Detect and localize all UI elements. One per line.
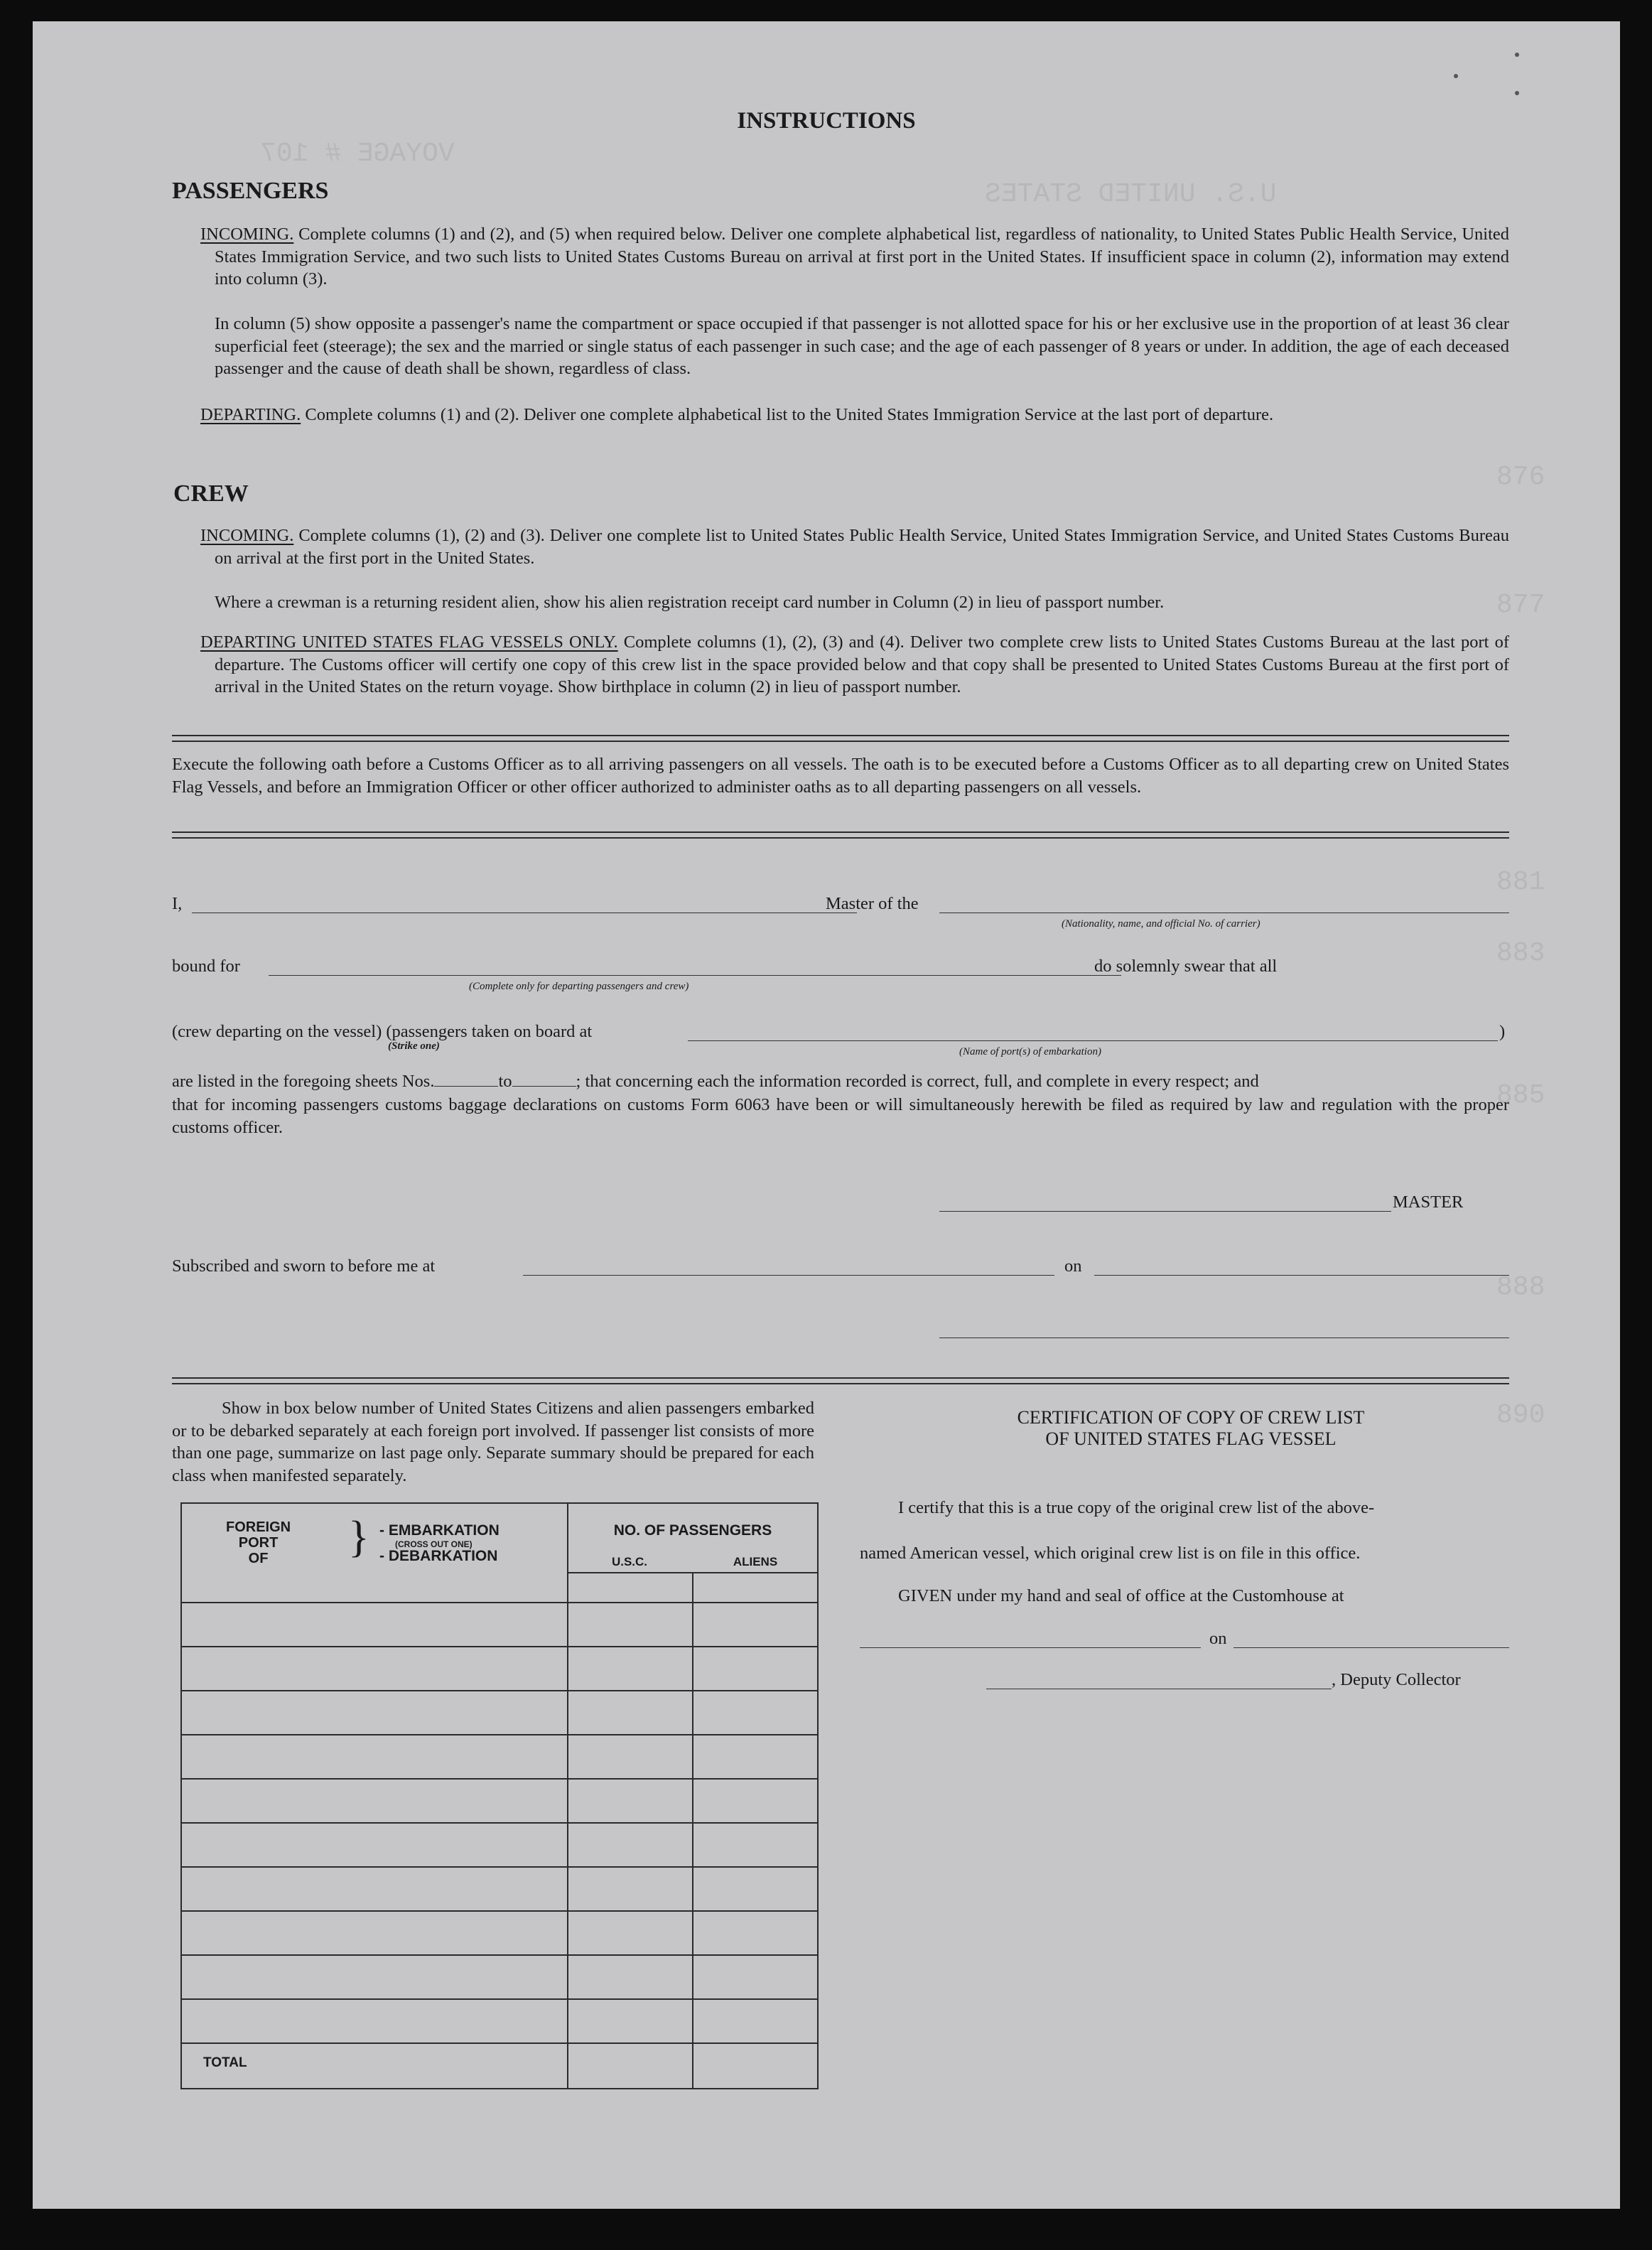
col-no-passengers-header: NO. OF PASSENGERS bbox=[613, 1522, 772, 1539]
passengers-departing-text: Complete columns (1) and (2). Deliver one complete alphabetical list to the United States Immigration Service at the last port of departure. bbox=[305, 405, 1274, 424]
oath-to-label: to bbox=[498, 1072, 512, 1091]
crew-departing-label: DEPARTING UNITED STATES FLAG VESSELS ONLY. bbox=[200, 633, 618, 652]
oath-carrier-caption: (Nationality, name, and official No. of carrier) bbox=[1062, 918, 1260, 930]
table-row bbox=[182, 1602, 817, 1603]
passengers-departing-paragraph bbox=[200, 404, 1509, 426]
subscribed-place-line[interactable] bbox=[523, 1275, 1054, 1276]
passengers-departing-label: DEPARTING. bbox=[200, 405, 301, 424]
table-row bbox=[182, 1734, 817, 1735]
oath-close-paren: ) bbox=[1499, 1022, 1506, 1041]
col-port-line3: OF bbox=[248, 1551, 269, 1566]
col-port-line2: PORT bbox=[238, 1535, 279, 1551]
passengers-column5-paragraph: In column (5) show opposite a passenger's name the compartment or space occupied if that passenger is not allotted space for his or her exclusive use in the proportion of at least 36 clear superficial feet (steerage); the sex and the married or single status of each passenger in such case; and the age of each passenger of 8 years or under. In addition, the age of each deceased passenger and the cause of death shall be shown, regardless of class. bbox=[215, 314, 1509, 378]
table-row bbox=[182, 2042, 817, 2044]
col-cross-out-label: (CROSS OUT ONE) bbox=[395, 1539, 473, 1549]
brace-icon: } bbox=[348, 1513, 369, 1561]
subscribed-on-label: on bbox=[1064, 1256, 1082, 1276]
crew-departing-text: Complete columns (1), (2), (3) and (4). Deliver two complete crew lists to United States Customs Bureau at the last port of departure. The Customs officer will certify one copy of this crew list in the space provided below and that copy shall be presented to United States Customs Bureau at the first port of arrival in the United States on the return voyage. Show birthplace in column (2) in lieu of passport number. bbox=[215, 633, 1509, 696]
crew-incoming-text: Complete columns (1), (2) and (3). Deliver one complete list to United States Public Health Service, United States Immigration Service, and United States Customs Bureau on arrival at the first port in the United States. bbox=[215, 526, 1510, 568]
table-subheader-rule bbox=[567, 1572, 817, 1573]
oath-embark-caption: (Name of port(s) of embarkation) bbox=[959, 1046, 1101, 1057]
page-title: INSTRUCTIONS bbox=[737, 108, 916, 134]
certification-heading bbox=[871, 1407, 1511, 1450]
col-aliens-header: ALIENS bbox=[733, 1555, 778, 1568]
table-total-label: TOTAL bbox=[203, 2055, 247, 2070]
table-row bbox=[182, 1954, 817, 1956]
officer-signature-line[interactable] bbox=[939, 1337, 1509, 1338]
table-row bbox=[182, 1646, 817, 1647]
oath-listed-line bbox=[172, 1072, 1259, 1092]
crew-alien-paragraph: Where a crewman is a returning resident alien, show his alien registration receipt card number in Column (2) in lieu of passport number. bbox=[215, 593, 1165, 612]
oath-intro-paragraph: Execute the following oath before a Customs Officer as to all arriving passengers on all vessels. The oath is to be executed before a Customs Officer as to all departing crew on United States Flag Vessels, and before an Immigration Officer or other officer authorized to administer oaths as to all departing passengers on all vessels. bbox=[172, 755, 1509, 797]
subscribed-label: Subscribed and sworn to before me at bbox=[172, 1256, 436, 1276]
col-embarkation-label: - EMBARKATION bbox=[379, 1522, 500, 1539]
passengers-heading: PASSENGERS bbox=[172, 178, 329, 204]
speck-mark bbox=[1515, 53, 1519, 57]
passengers-incoming-text: Complete columns (1) and (2), and (5) when required below. Deliver one complete alphabetical list, regardless of nationality, to United States Public Health Service, United States Immigration Service, and two such lists to United States Customs Bureau on arrival at first port in the United States. If insufficient space in column (2), information may extend into column (3). bbox=[215, 225, 1510, 289]
oath-strike-caption: (Strike one) bbox=[388, 1040, 440, 1052]
certification-date-line[interactable] bbox=[1233, 1647, 1509, 1648]
oath-listed-line2: that for incoming passengers customs baggage declarations on customs Form 6063 have been or will simultaneously herewith be filed as required by law and regulation with the proper customs officer. bbox=[172, 1095, 1509, 1137]
deputy-collector-label: , Deputy Collector bbox=[1332, 1670, 1461, 1689]
oath-master-of-label: Master of the bbox=[826, 894, 919, 913]
oath-embarkation-line[interactable] bbox=[688, 1040, 1498, 1041]
subscribed-date-line[interactable] bbox=[1094, 1275, 1509, 1276]
oath-sheet-from-field[interactable] bbox=[434, 1086, 498, 1087]
crew-incoming-paragraph bbox=[200, 524, 1509, 569]
col-usc-header: U.S.C. bbox=[611, 1555, 648, 1568]
master-signature-line[interactable] bbox=[939, 1211, 1391, 1212]
divider-double bbox=[172, 1377, 1509, 1384]
certify-line2: named American vessel, which original crew list is on file in this office. bbox=[860, 1544, 1361, 1563]
speck-mark bbox=[1454, 74, 1458, 78]
table-col-divider bbox=[692, 1572, 693, 2088]
crew-departing-paragraph bbox=[200, 631, 1509, 699]
oath-destination-line[interactable] bbox=[269, 975, 1121, 976]
table-row bbox=[182, 1998, 817, 2000]
table-row bbox=[182, 1690, 817, 1691]
certify-line1: I certify that this is a true copy of the original crew list of the above- bbox=[898, 1498, 1375, 1517]
certification-on-label: on bbox=[1209, 1629, 1227, 1648]
passengers-incoming-paragraph bbox=[200, 223, 1509, 291]
customhouse-line[interactable] bbox=[860, 1647, 1201, 1648]
table-row bbox=[182, 1822, 817, 1824]
col-debarkation-label: - DEBARKATION bbox=[379, 1548, 498, 1564]
passenger-summary-table bbox=[180, 1502, 819, 2089]
oath-listed-prefix: are listed in the foregoing sheets Nos. bbox=[172, 1072, 435, 1091]
speck-mark bbox=[1515, 91, 1519, 95]
given-text: GIVEN under my hand and seal of office at the Customhouse at bbox=[898, 1586, 1344, 1605]
table-row bbox=[182, 1866, 817, 1868]
col-port-header bbox=[226, 1519, 291, 1566]
oath-listed-suffix: ; that concerning each the information recorded is correct, full, and complete in every respect; and bbox=[576, 1072, 1259, 1091]
table-row bbox=[182, 1778, 817, 1780]
summary-instructions: Show in box below number of United States Citizens and alien passengers embarked or to be debarked separately at each foreign port involved. If passenger list consists of more than one page, summarize on last page only. Separate summary should be prepared for each class when manifested separately. bbox=[172, 1399, 814, 1485]
crew-incoming-label: INCOMING. bbox=[200, 526, 294, 545]
form-page: U.S. UNITED STATES VOYAGE # 107 876 877 881 883 885 888 890 INSTRUCTIONS PASSENGERS INCOMING. Complete columns (1) and (2), and (5) when required below. Deliver one complete alphabetical list, regardless of nationality, to United States Public Health Service, United States Immigration Service, and two such lists to United States Customs Bureau on arrival at first port in the United States. If insufficient space in column (2), information may extend into column (3). In column (5) show opposite a passenger's name the compartment or space occupied if that passenger is not allotted space for his or her exclusive use in the proportion of at least 36 clear superficial feet (steerage); the sex and the married or single status of each passenger in such case; and the age of each passenger of 8 years or under. In addition, the age of each deceased passenger and the cause of death shall be shown, regardless of class. DEPARTING. Complete columns (1) and (2). Deliver one complete alphabetical list to the United States Immigration Service at the last port of departure. CREW INCOMING. Complete columns (1), (2) and (3). Deliver one complete list to United States Public Health Service, United States Immigration Service, and United States Customs Bureau on arrival at the first port in the United States. Where a crewman is a returning resident alien, show his alien registration receipt card number in Column (2) in lieu of passport number. DEPARTING UNITED STATES FLAG VESSELS ONLY. Complete columns (1), (2), (3) and (4). Deliver two complete crew lists to United States Customs Bureau at the last port of departure. The Customs officer will certify one copy of this crew list in the space provided below and that copy shall be presented to United States Customs Bureau at the first port of arrival in the United States on the return voyage. Show birthplace in column (2) in lieu of passport number. Execute the following oath before a Customs Officer as to all arriving passengers on all vessels. The oath is to be executed before a Customs Officer as to all departing crew on United States Flag Vessels, and before an Immigration Officer or other officer authorized to administer oaths as to all departing passengers on all vessels. I, Master of the (Nationality, name, and official No. of carrier) bound for (Complete only for departing passengers and crew) do solemnly swear that all (crew departing on the vessel) (passengers taken on board at (Strike one) (Name of port(s) of embarkation) ) are listed in the foregoing sheets Nos. to ; that concerning each the information recorded is correct, full, and complete in every respect; and that for incoming passengers customs baggage declarations on customs Form 6063 have been or will simultaneously herewith be filed as required by law and regulation with the proper customs officer. MASTER Subscribed and sworn to before me at on Show in box below number of United States Citizens and alien passengers embarked or to be debarked separately at each foreign port involved. If passenger list consists of more than one page, summarize on last page only. Separate summary should be prepared for each class when manifested separately. FOREIGN PORT OF } - EMBARKATION (CROSS OUT ONE) - DEBARKATION NO. OF PASSENGERS U.S.C. ALIENS TOTAL CERTIFICATION OF COPY OF CREW LIST OF UNITED STATES FLAG VESSEL I certify that this is a true copy of the original crew list of the above- named American vessel, which original crew list is on file in this office. GIVEN under my hand and seal of office at the Customhouse at on , Deputy Collector bbox=[33, 21, 1620, 2209]
master-label: MASTER bbox=[1393, 1193, 1464, 1212]
divider-double bbox=[172, 735, 1509, 742]
oath-bound-caption: (Complete only for departing passengers and crew) bbox=[469, 981, 689, 992]
certification-heading-line2: OF UNITED STATES FLAG VESSEL bbox=[1045, 1428, 1337, 1449]
oath-swear-label: do solemnly swear that all bbox=[1094, 957, 1278, 976]
oath-i-label: I, bbox=[172, 894, 183, 913]
passengers-incoming-label: INCOMING. bbox=[200, 225, 294, 244]
oath-bound-for-label: bound for bbox=[172, 957, 240, 976]
table-col-divider bbox=[567, 1504, 568, 2088]
divider-double bbox=[172, 831, 1509, 839]
col-port-line1: FOREIGN bbox=[226, 1519, 291, 1535]
table-row bbox=[182, 1910, 817, 1912]
certification-heading-line1: CERTIFICATION OF COPY OF CREW LIST bbox=[1017, 1407, 1365, 1428]
crew-heading: CREW bbox=[173, 480, 249, 507]
oath-crew-departing-label: (crew departing on the vessel) (passengers taken on board at bbox=[172, 1022, 593, 1041]
oath-sheet-to-field[interactable] bbox=[512, 1086, 576, 1087]
